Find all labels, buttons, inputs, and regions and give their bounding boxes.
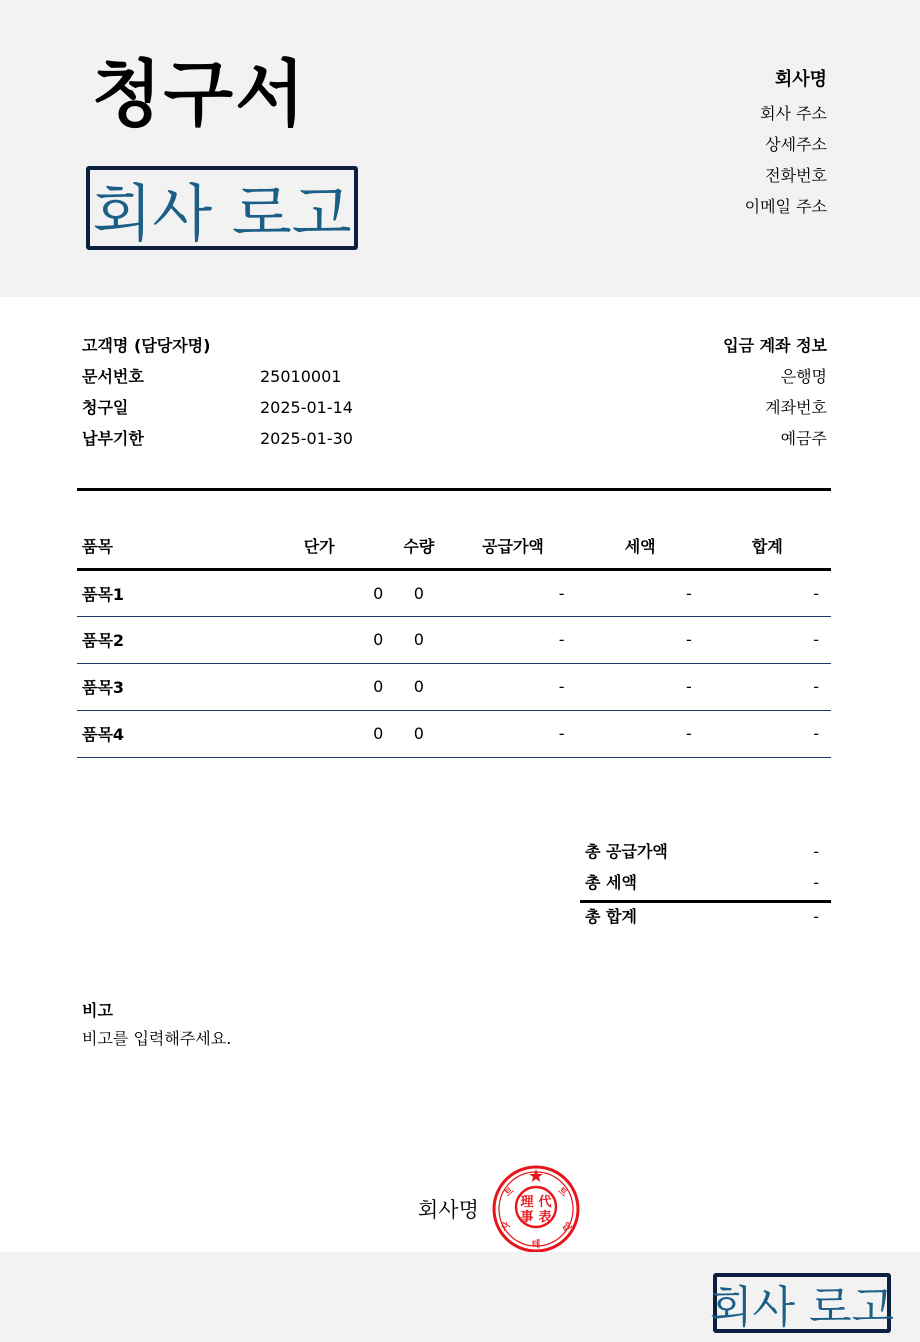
bank-name: 은행명	[780, 367, 827, 386]
item-tax: -	[577, 663, 704, 710]
company-email: 이메일 주소	[744, 197, 827, 216]
due-date-label: 납부기한	[82, 429, 144, 448]
item-price: 0	[250, 569, 388, 616]
svg-text:트: 트	[555, 1185, 569, 1200]
grand-total-value: -	[813, 907, 819, 926]
items-table	[77, 524, 831, 758]
bank-heading: 입금 계좌 정보	[723, 336, 827, 355]
svg-text:事: 事	[520, 1210, 534, 1225]
item-price: 0	[250, 710, 388, 757]
bank-account-number: 계좌번호	[765, 398, 827, 417]
client-name: 고객명 (담당자명)	[82, 336, 211, 355]
col-supply-amount: 공급가액	[449, 524, 576, 569]
grand-total-label: 총 합계	[585, 907, 637, 926]
section-divider	[77, 488, 831, 491]
company-phone: 전화번호	[765, 166, 827, 185]
item-supply: -	[449, 663, 576, 710]
signature-company-name: 회사명	[418, 1198, 479, 1222]
item-tax: -	[577, 569, 704, 616]
item-name: 품목4	[77, 710, 250, 757]
client-info	[82, 334, 830, 458]
item-name: 품목3	[77, 663, 250, 710]
item-supply: -	[449, 616, 576, 663]
svg-text:사: 사	[499, 1220, 513, 1234]
item-price: 0	[250, 663, 388, 710]
item-supply: -	[449, 569, 576, 616]
company-name: 회사명	[774, 69, 827, 90]
invoice-date-label: 청구일	[82, 398, 129, 417]
company-seal-icon	[491, 1164, 581, 1254]
total-tax-value: -	[813, 873, 819, 892]
item-name: 품목1	[77, 569, 250, 616]
total-tax-label: 총 세액	[585, 873, 637, 892]
doc-number-label: 문서번호	[82, 367, 144, 386]
table-row	[77, 616, 831, 663]
item-total: -	[704, 616, 831, 663]
totals-summary	[580, 836, 831, 933]
due-date-value: 2025-01-30	[260, 429, 353, 448]
total-tax-row	[580, 867, 831, 898]
svg-text:表: 表	[538, 1210, 552, 1225]
logo-text: 회사 로고	[92, 176, 352, 250]
item-qty: 0	[388, 616, 449, 663]
total-supply-value: -	[813, 842, 819, 861]
doc-number-row	[82, 365, 830, 396]
col-total: 합계	[704, 524, 831, 569]
company-logo-placeholder	[86, 166, 358, 250]
item-qty: 0	[388, 569, 449, 616]
col-unit-price: 단가	[250, 524, 388, 569]
company-address-detail: 상세주소	[765, 135, 827, 154]
signature-block	[418, 1164, 581, 1254]
item-tax: -	[577, 710, 704, 757]
table-row	[77, 663, 831, 710]
svg-text:트: 트	[503, 1185, 517, 1200]
col-quantity: 수량	[388, 524, 449, 569]
table-header-row	[77, 524, 831, 569]
item-total: -	[704, 663, 831, 710]
item-tax: -	[577, 616, 704, 663]
logo-text: 회사 로고	[710, 1282, 895, 1333]
item-price: 0	[250, 616, 388, 663]
item-supply: -	[449, 710, 576, 757]
bank-account-info	[723, 334, 827, 458]
col-tax: 세액	[577, 524, 704, 569]
notes-heading: 비고	[82, 1001, 113, 1020]
company-info	[745, 66, 827, 222]
company-address: 회사 주소	[760, 104, 827, 123]
invoice-date-row	[82, 396, 830, 427]
svg-text:입: 입	[559, 1220, 573, 1234]
doc-number-value: 25010001	[260, 367, 342, 386]
svg-text:理: 理	[520, 1195, 534, 1210]
notes-section	[82, 998, 231, 1052]
invoice-date-value: 2025-01-14	[260, 398, 353, 417]
svg-text:代: 代	[538, 1195, 552, 1210]
table-row	[77, 569, 831, 616]
bank-account-holder: 예금주	[780, 429, 827, 448]
grand-total-row	[580, 903, 831, 933]
invoice-header	[0, 0, 920, 297]
due-date-row	[82, 427, 830, 458]
table-row	[77, 710, 831, 757]
item-qty: 0	[388, 710, 449, 757]
col-item: 품목	[77, 524, 250, 569]
notes-body: 비고를 입력해주세요.	[82, 1029, 232, 1048]
item-total: -	[704, 569, 831, 616]
item-qty: 0	[388, 663, 449, 710]
total-supply-label: 총 공급가액	[585, 842, 668, 861]
total-supply-row	[580, 836, 831, 867]
svg-text:테: 테	[531, 1240, 541, 1250]
item-total: -	[704, 710, 831, 757]
page-title: 청구서	[92, 52, 307, 136]
footer-logo-placeholder	[710, 1273, 895, 1333]
item-name: 품목2	[77, 616, 250, 663]
